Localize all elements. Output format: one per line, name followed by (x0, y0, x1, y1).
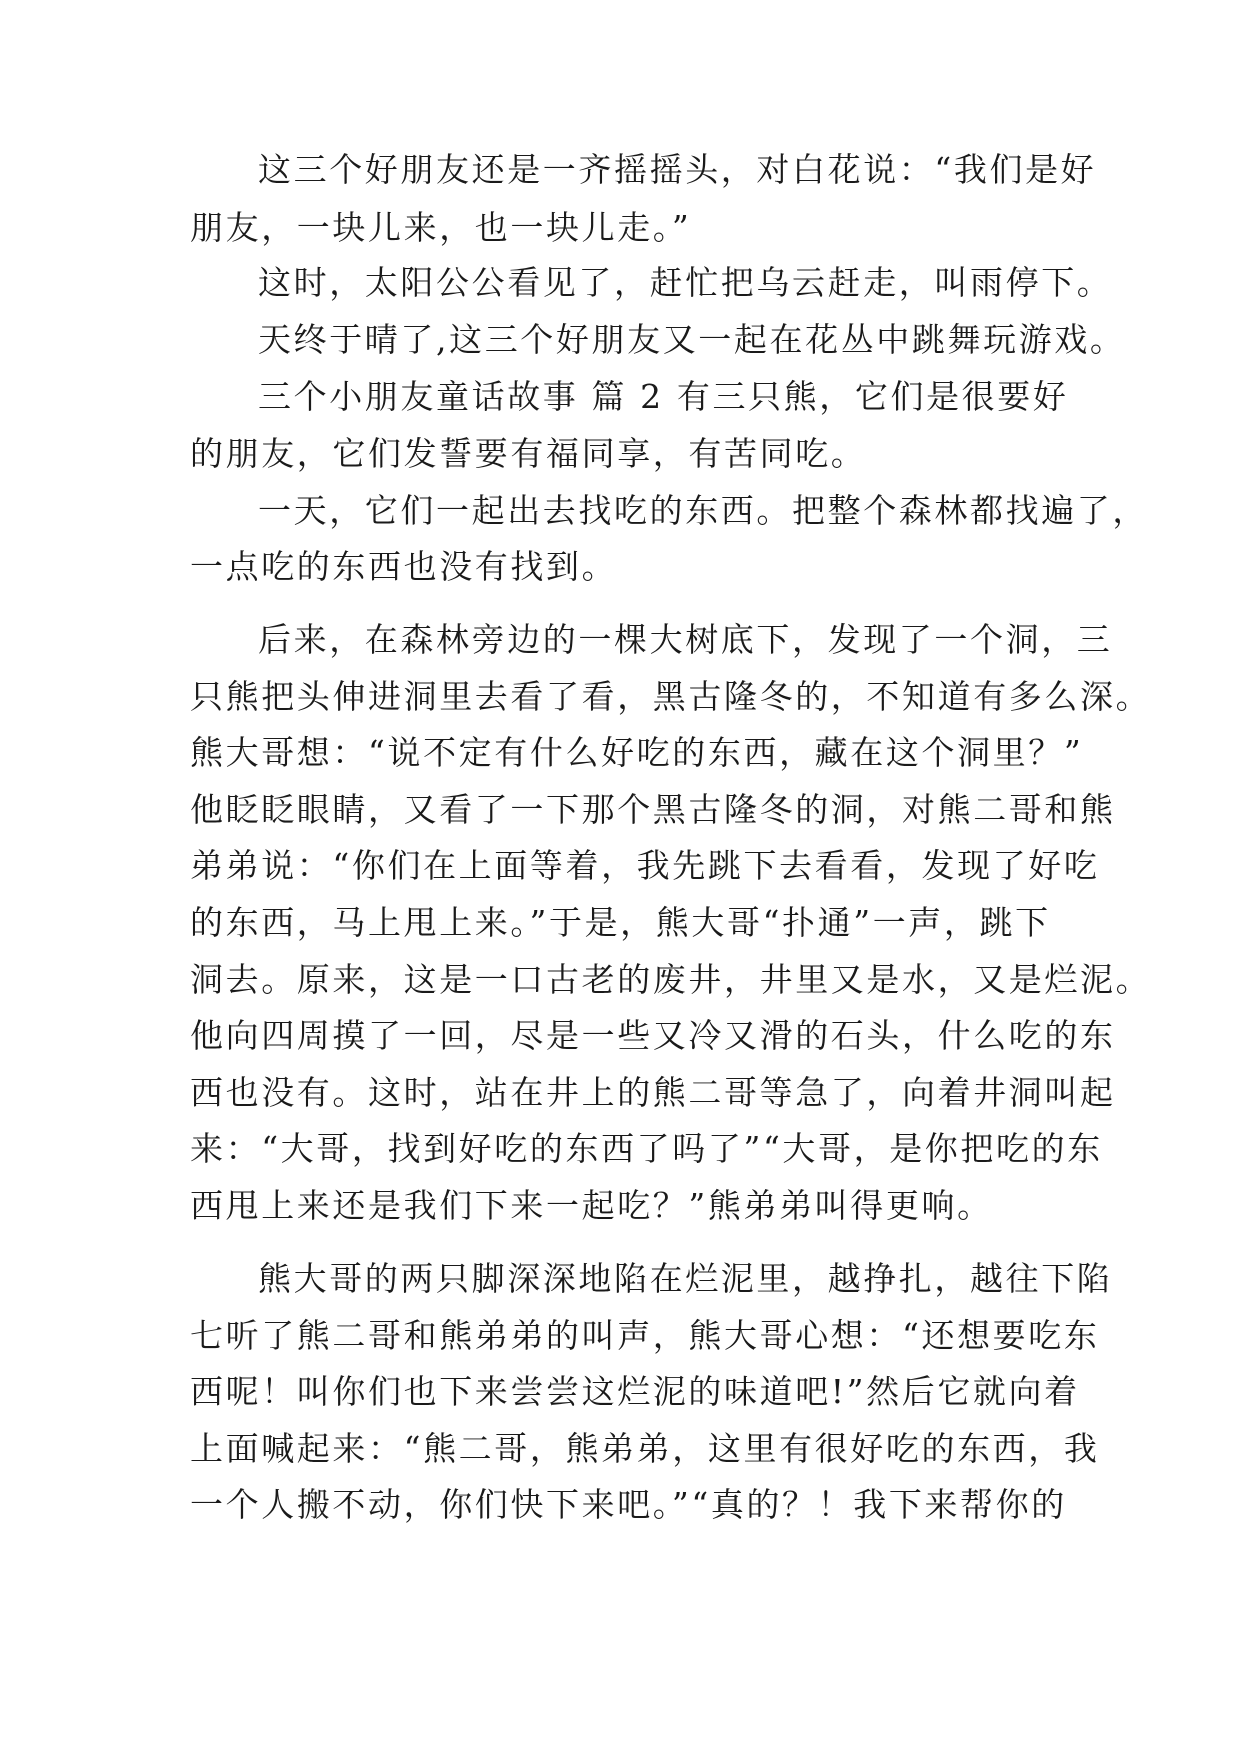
text-line-13: 弟弟说：“你们在上面等着，我先跳下去看看，发现了好吃 (190, 846, 1100, 885)
text-line-9: 后来，在森林旁边的一棵大树底下，发现了一个洞，三 (258, 620, 1113, 659)
text-line-11: 熊大哥想：“说不定有什么好吃的东西，藏在这个洞里？” (190, 733, 1084, 772)
text-line-5: 三个小朋友童话故事 篇 2 有三只熊，它们是很要好 (258, 377, 1069, 416)
text-line-1: 这三个好朋友还是一齐摇摇头，对白花说：“我们是好 (258, 150, 1097, 189)
text-line-4: 天终于晴了,这三个好朋友又一起在花丛中跳舞玩游戏。 (258, 320, 1126, 359)
text-line-21: 七听了熊二哥和熊弟弟的叫声，熊大哥心想：“还想要吃东 (190, 1316, 1100, 1355)
text-line-6: 的朋友，它们发誓要有福同享，有苦同吃。 (190, 434, 867, 473)
text-line-3: 这时，太阳公公看见了，赶忙把乌云赶走，叫雨停下。 (258, 263, 1113, 302)
text-line-12: 他眨眨眼睛，又看了一下那个黑古隆冬的洞，对熊二哥和熊 (190, 790, 1116, 829)
text-line-16: 他向四周摸了一回，尽是一些又冷又滑的石头，什么吃的东 (190, 1016, 1116, 1055)
text-line-19: 西甩上来还是我们下来一起吃？”熊弟弟叫得更响。 (190, 1186, 993, 1225)
text-line-2: 朋友，一块儿来，也一块儿走。” (190, 208, 692, 247)
text-line-20: 熊大哥的两只脚深深地陷在烂泥里，越挣扎，越往下陷 (258, 1259, 1113, 1298)
text-line-15: 洞去。原来，这是一口古老的废井，井里又是水，又是烂泥。 (190, 960, 1152, 999)
text-line-23: 上面喊起来：“熊二哥，熊弟弟，这里有很好吃的东西，我 (190, 1429, 1100, 1468)
text-line-24: 一个人搬不动，你们快下来吧。”“真的？！我下来帮你的 (190, 1485, 1067, 1524)
text-line-18: 来：“大哥，找到好吃的东西了吗了”“大哥，是你把吃的东 (190, 1129, 1103, 1168)
text-line-7: 一天，它们一起出去找吃的东西。把整个森林都找遍了， (258, 491, 1148, 530)
text-line-22: 西呢！叫你们也下来尝尝这烂泥的味道吧!”然后它就向着 (190, 1372, 1080, 1411)
text-line-10: 只熊把头伸进洞里去看了看，黑古隆冬的，不知道有多么深。 (190, 677, 1152, 716)
text-line-17: 西也没有。这时，站在井上的熊二哥等急了，向着井洞叫起 (190, 1073, 1116, 1112)
text-line-8: 一点吃的东西也没有找到。 (190, 547, 618, 586)
text-line-14: 的东西，马上甩上来。”于是，熊大哥“扑通”一声，跳下 (190, 903, 1051, 942)
